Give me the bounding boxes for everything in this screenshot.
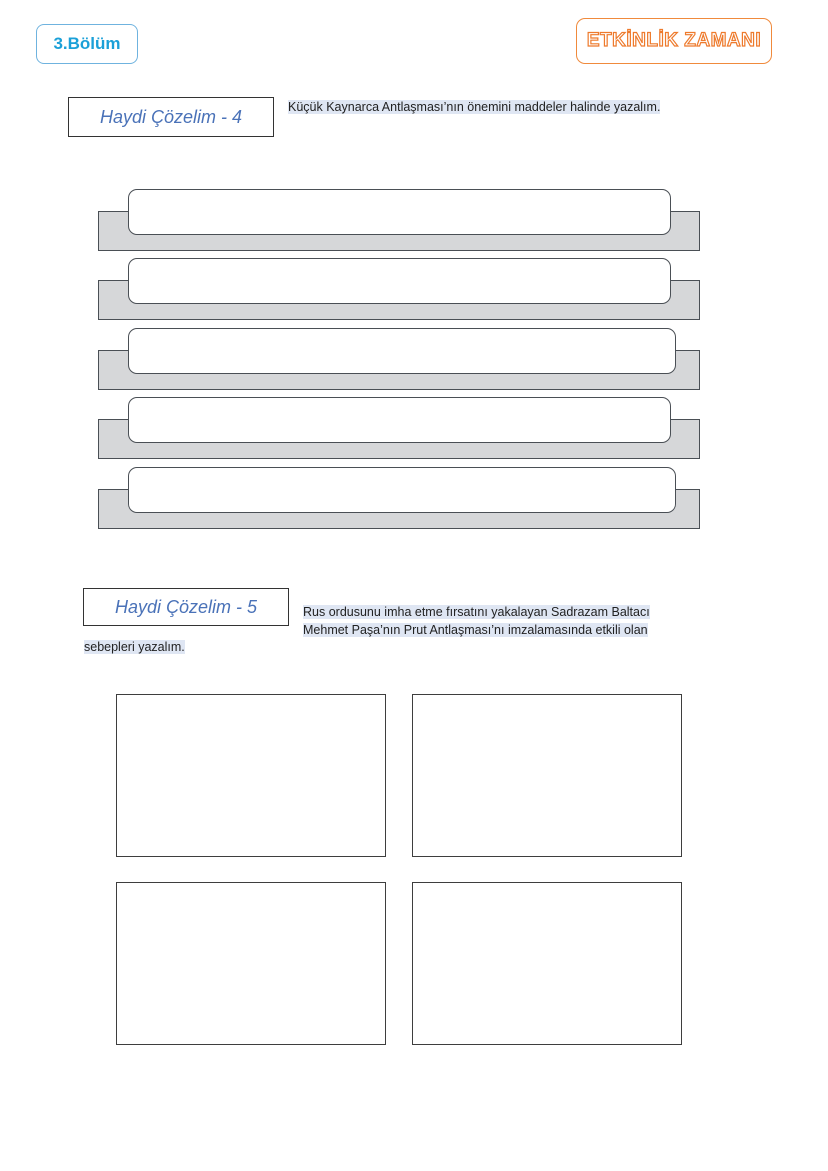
- answer-row-2: [98, 258, 700, 320]
- activity-5-title: Haydi Çözelim - 5: [83, 588, 289, 626]
- answer-field-3[interactable]: [128, 328, 676, 374]
- activity-5-prompt: [303, 603, 650, 639]
- activity-time-badge: ETKİNLİK ZAMANI: [576, 18, 772, 64]
- answer-box-1[interactable]: [116, 694, 386, 857]
- answer-row-1: [98, 189, 700, 251]
- answer-row-4: [98, 397, 700, 459]
- activity-5-prompt-line-3: sebepleri yazalım.: [84, 640, 185, 654]
- activity-5-prompt-line-2: Mehmet Paşa’nın Prut Antlaşması’nı imzalamasında etkili olan: [303, 623, 648, 637]
- answer-box-3[interactable]: [116, 882, 386, 1045]
- answer-box-2[interactable]: [412, 694, 682, 857]
- answer-row-5: [98, 467, 700, 529]
- answer-field-5[interactable]: [128, 467, 676, 513]
- activity-4-prompt: [288, 98, 660, 116]
- answer-field-1[interactable]: [128, 189, 671, 235]
- answer-box-4[interactable]: [412, 882, 682, 1045]
- activity-4-title: Haydi Çözelim - 4: [68, 97, 274, 137]
- answer-field-4[interactable]: [128, 397, 671, 443]
- activity-5-prompt-line-1: Rus ordusunu imha etme fırsatını yakalayan Sadrazam Baltacı: [303, 605, 650, 619]
- section-badge: 3.Bölüm: [36, 24, 138, 64]
- answer-row-3: [98, 328, 700, 390]
- activity-4-prompt-text: Küçük Kaynarca Antlaşması’nın önemini maddeler halinde yazalım.: [288, 100, 661, 114]
- activity-5-prompt-continuation: [84, 638, 185, 656]
- answer-field-2[interactable]: [128, 258, 671, 304]
